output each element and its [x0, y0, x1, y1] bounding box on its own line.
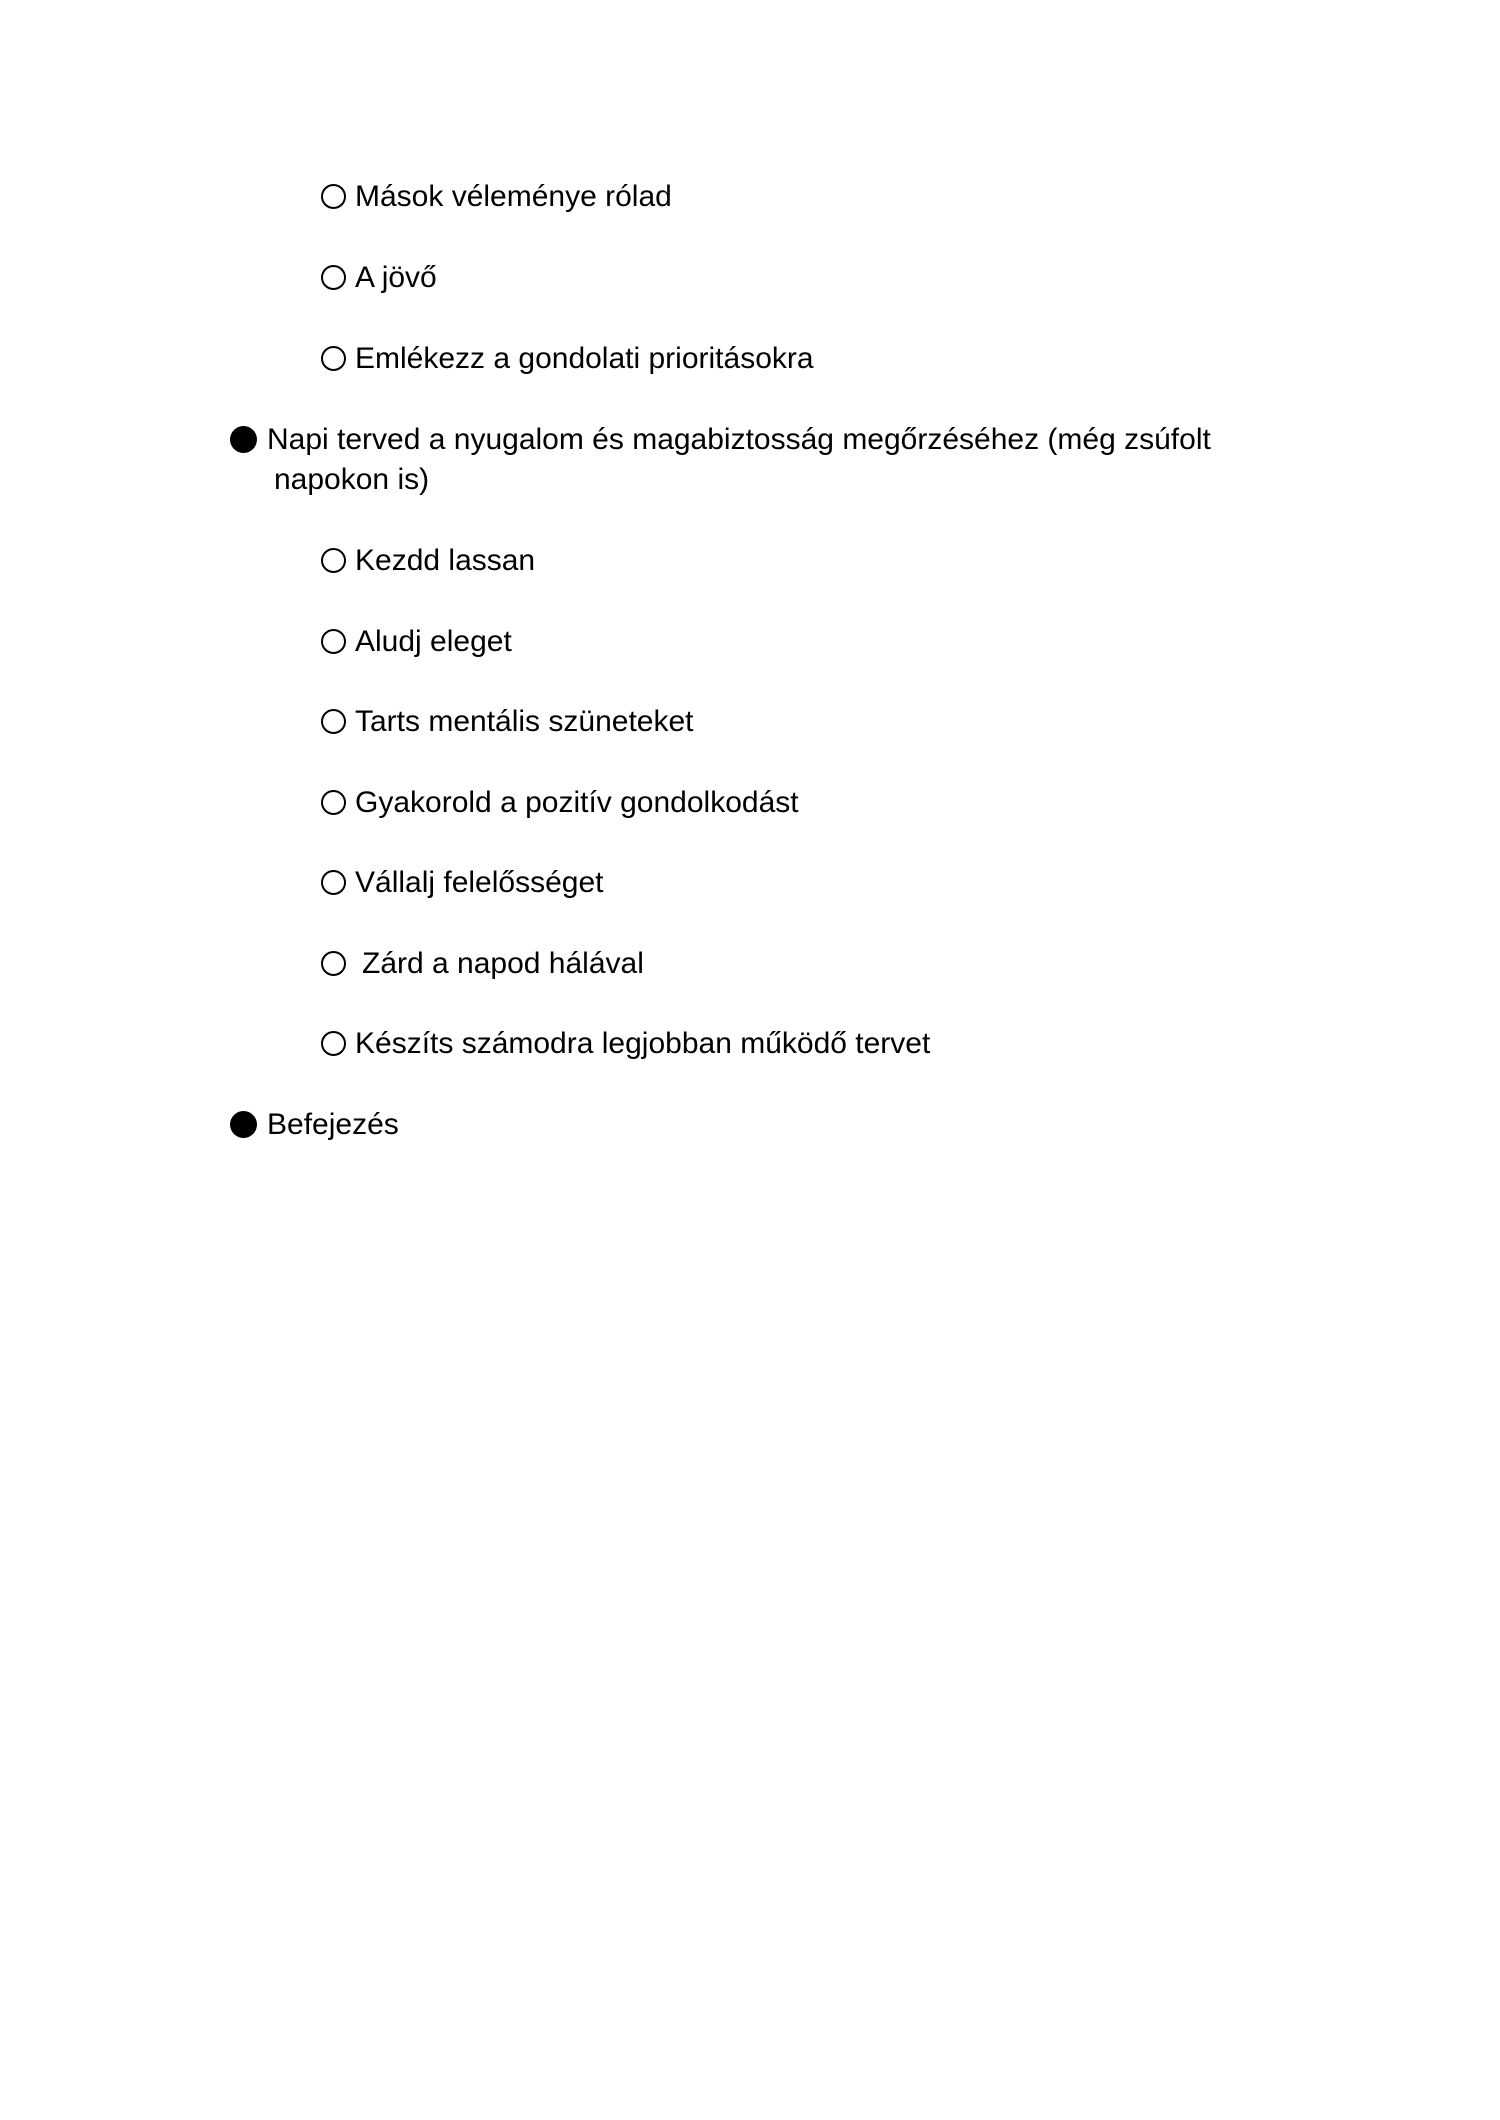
list-item	[321, 783, 799, 823]
list-item-text: Készíts számodra legjobban működő tervet	[355, 1027, 931, 1060]
list-item-text: Kezdd lassan	[355, 544, 536, 577]
list-item-text: Emlékezz a gondolati prioritásokra	[355, 342, 814, 375]
list-item	[321, 863, 603, 903]
list-item	[321, 177, 672, 217]
main-list-item-text: Napi terved a nyugalom és magabiztosság megőrzéséhez (még zsúfolt	[267, 423, 1211, 456]
list-item-text: Gyakorold a pozitív gondolkodást	[355, 786, 799, 819]
main-list-item	[230, 420, 1211, 460]
hollow-circle-bullet-icon	[321, 184, 346, 209]
list-item	[321, 339, 814, 379]
list-item	[321, 541, 535, 581]
list-item-text: A jövő	[355, 261, 437, 294]
hollow-circle-bullet-icon	[321, 870, 346, 895]
hollow-circle-bullet-icon	[321, 951, 346, 976]
hollow-circle-bullet-icon	[321, 265, 346, 290]
hollow-circle-bullet-icon	[321, 709, 346, 734]
list-item-text: Vállalj felelősséget	[355, 866, 604, 899]
hollow-circle-bullet-icon	[321, 629, 346, 654]
hollow-circle-bullet-icon	[321, 790, 346, 815]
list-item-text: Zárd a napod hálával	[362, 947, 644, 980]
list-item	[321, 622, 512, 662]
filled-circle-bullet-icon	[230, 1111, 257, 1138]
filled-circle-bullet-icon	[230, 426, 257, 453]
list-item	[321, 702, 693, 742]
list-item-text: Tarts mentális szüneteket	[355, 705, 694, 738]
list-item-text: Aludj eleget	[355, 625, 512, 658]
list-item	[321, 944, 644, 984]
main-list-item-text: Befejezés	[267, 1108, 399, 1141]
hollow-circle-bullet-icon	[321, 548, 346, 573]
main-list-item-continuation: napokon is)	[274, 463, 430, 496]
list-item	[321, 258, 437, 298]
hollow-circle-bullet-icon	[321, 346, 346, 371]
main-list-item	[230, 1105, 399, 1145]
hollow-circle-bullet-icon	[321, 1031, 346, 1056]
list-item	[321, 1024, 930, 1064]
list-item-text: Mások véleménye rólad	[355, 180, 672, 213]
